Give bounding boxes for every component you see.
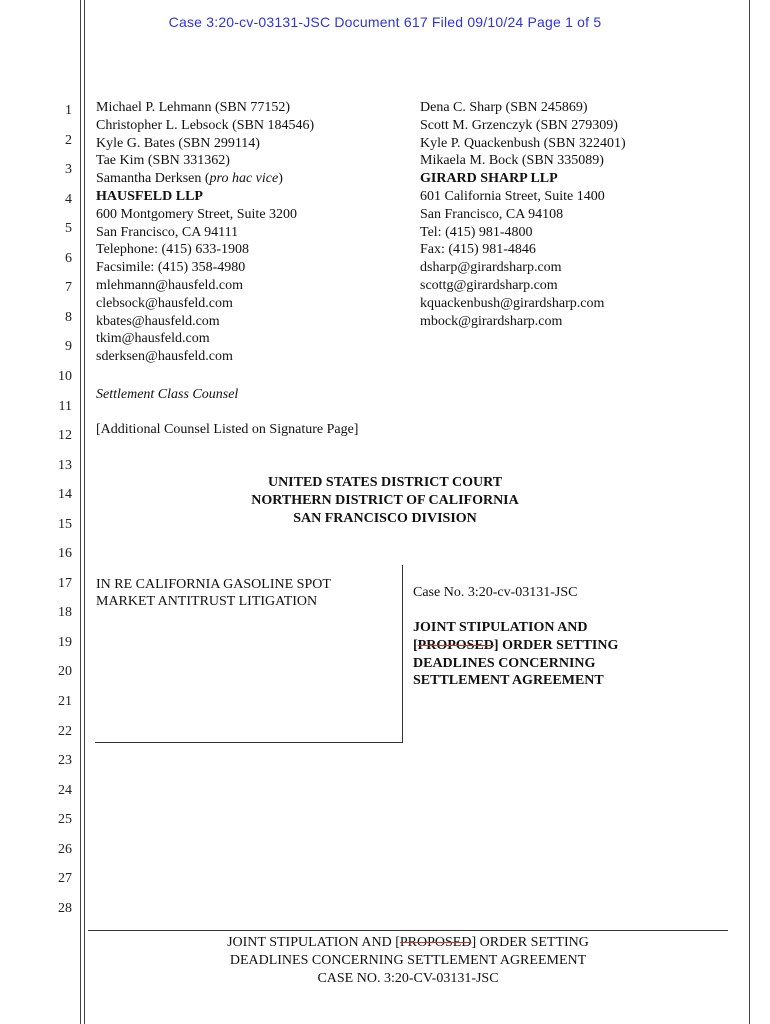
court-division: SAN FRANCISCO DIVISION (293, 511, 477, 526)
firm-address: 601 California Street, Suite 1400 (420, 188, 605, 204)
line-number: 22 (58, 723, 72, 739)
counsel-email: clebsock@hausfeld.com (96, 295, 233, 311)
firm-name: HAUSFELD LLP (96, 188, 203, 204)
line-number: 28 (58, 900, 72, 916)
line-number: 14 (58, 487, 72, 503)
counsel-name: Samantha Derksen (pro hac vice) (96, 171, 283, 187)
case-caption-title (96, 577, 331, 610)
counsel-name: Kyle P. Quackenbush (SBN 322401) (420, 135, 626, 151)
document-title-line: SETTLEMENT AGREEMENT (413, 673, 604, 689)
line-number: 7 (65, 280, 72, 296)
counsel-email: mbock@girardsharp.com (420, 313, 563, 329)
left-counsel-block (96, 99, 314, 366)
line-number: 21 (58, 694, 72, 709)
firm-address: San Francisco, CA 94111 (96, 224, 239, 240)
line-number: 1 (65, 103, 72, 118)
line-number: 13 (58, 457, 72, 473)
case-title-line: IN RE CALIFORNIA GASOLINE SPOT (96, 577, 331, 592)
counsel-email: scottg@girardsharp.com (420, 277, 558, 293)
line-number: 26 (58, 841, 72, 857)
firm-fax: Fax: (415) 981-4846 (420, 242, 536, 258)
footer-case-number: CASE NO. 3:20-CV-03131-JSC (317, 971, 499, 986)
line-number: 25 (58, 812, 72, 828)
right-counsel-block (420, 99, 626, 330)
ecf-header: Case 3:20-cv-03131-JSC Document 617 Filed 09/10/24 Page 1 of 5 (168, 14, 602, 30)
footer-rule (88, 930, 728, 931)
counsel-email: mlehmann@hausfeld.com (96, 277, 244, 293)
line-number: 18 (58, 605, 72, 621)
document-title-line: DEADLINES CONCERNING (413, 655, 596, 671)
line-number: 10 (58, 368, 72, 384)
case-number: Case No. 3:20-cv-03131-JSC (413, 585, 578, 600)
counsel-email: dsharp@girardsharp.com (420, 260, 562, 276)
line-number: 17 (58, 575, 72, 591)
counsel-email: kbates@hausfeld.com (96, 313, 220, 329)
line-number: 9 (65, 339, 72, 355)
counsel-email: kquackenbush@girardsharp.com (420, 295, 605, 311)
line-number: 27 (58, 871, 72, 887)
counsel-name: Christopher L. Lebsock (SBN 184546) (96, 117, 315, 133)
document-title-line: JOINT STIPULATION AND (413, 620, 588, 635)
firm-fax: Facsimile: (415) 358-4980 (96, 260, 246, 276)
court-name: UNITED STATES DISTRICT COURT (267, 475, 503, 490)
line-number: 8 (65, 309, 72, 325)
line-number: 12 (58, 428, 72, 444)
line-number: 24 (58, 782, 72, 798)
case-title-line: MARKET ANTITRUST LITIGATION (96, 593, 318, 609)
line-number: 2 (65, 132, 72, 148)
caption-bottom-rule (95, 742, 402, 743)
firm-name: GIRARD SHARP LLP (420, 171, 558, 187)
counsel-name: Dena C. Sharp (SBN 245869) (420, 100, 588, 115)
firm-phone: Telephone: (415) 633-1908 (96, 242, 249, 258)
counsel-email: sderksen@hausfeld.com (96, 349, 233, 365)
additional-counsel-note: [Additional Counsel Listed on Signature Page] (96, 422, 359, 437)
line-number: 23 (58, 753, 72, 769)
document-title (413, 619, 618, 690)
court-district: NORTHERN DISTRICT OF CALIFORNIA (251, 493, 519, 508)
counsel-name: Michael P. Lehmann (SBN 77152) (96, 100, 291, 115)
counsel-name: Scott M. Grzenczyk (SBN 279309) (420, 117, 618, 133)
line-number: 11 (58, 398, 72, 414)
line-number: 20 (58, 664, 72, 680)
firm-address: 600 Montgomery Street, Suite 3200 (96, 206, 298, 222)
firm-phone: Tel: (415) 981-4800 (420, 224, 533, 240)
footer-title: DEADLINES CONCERNING SETTLEMENT AGREEMENT (229, 953, 587, 968)
counsel-name: Kyle G. Bates (SBN 299114) (96, 135, 260, 151)
line-number: 3 (65, 162, 72, 178)
line-number: 16 (58, 546, 72, 562)
firm-address: San Francisco, CA 94108 (420, 206, 564, 222)
court-heading (0, 474, 770, 528)
counsel-name: Mikaela M. Bock (SBN 335089) (420, 153, 604, 169)
line-number: 4 (65, 191, 72, 207)
counsel-role: Settlement Class Counsel (96, 387, 239, 402)
caption-divider (402, 565, 403, 743)
line-number: 6 (65, 250, 72, 266)
counsel-name: Tae Kim (SBN 331362) (96, 153, 230, 169)
counsel-email: tkim@hausfeld.com (96, 331, 210, 347)
line-number: 15 (58, 516, 72, 532)
line-number: 19 (58, 634, 72, 650)
page-footer (88, 934, 728, 988)
document-title-line: [PROPOSED] ORDER SETTING (413, 637, 619, 653)
footer-title: JOINT STIPULATION AND [PROPOSED] ORDER SETTING (227, 935, 589, 950)
line-number: 5 (65, 221, 72, 237)
